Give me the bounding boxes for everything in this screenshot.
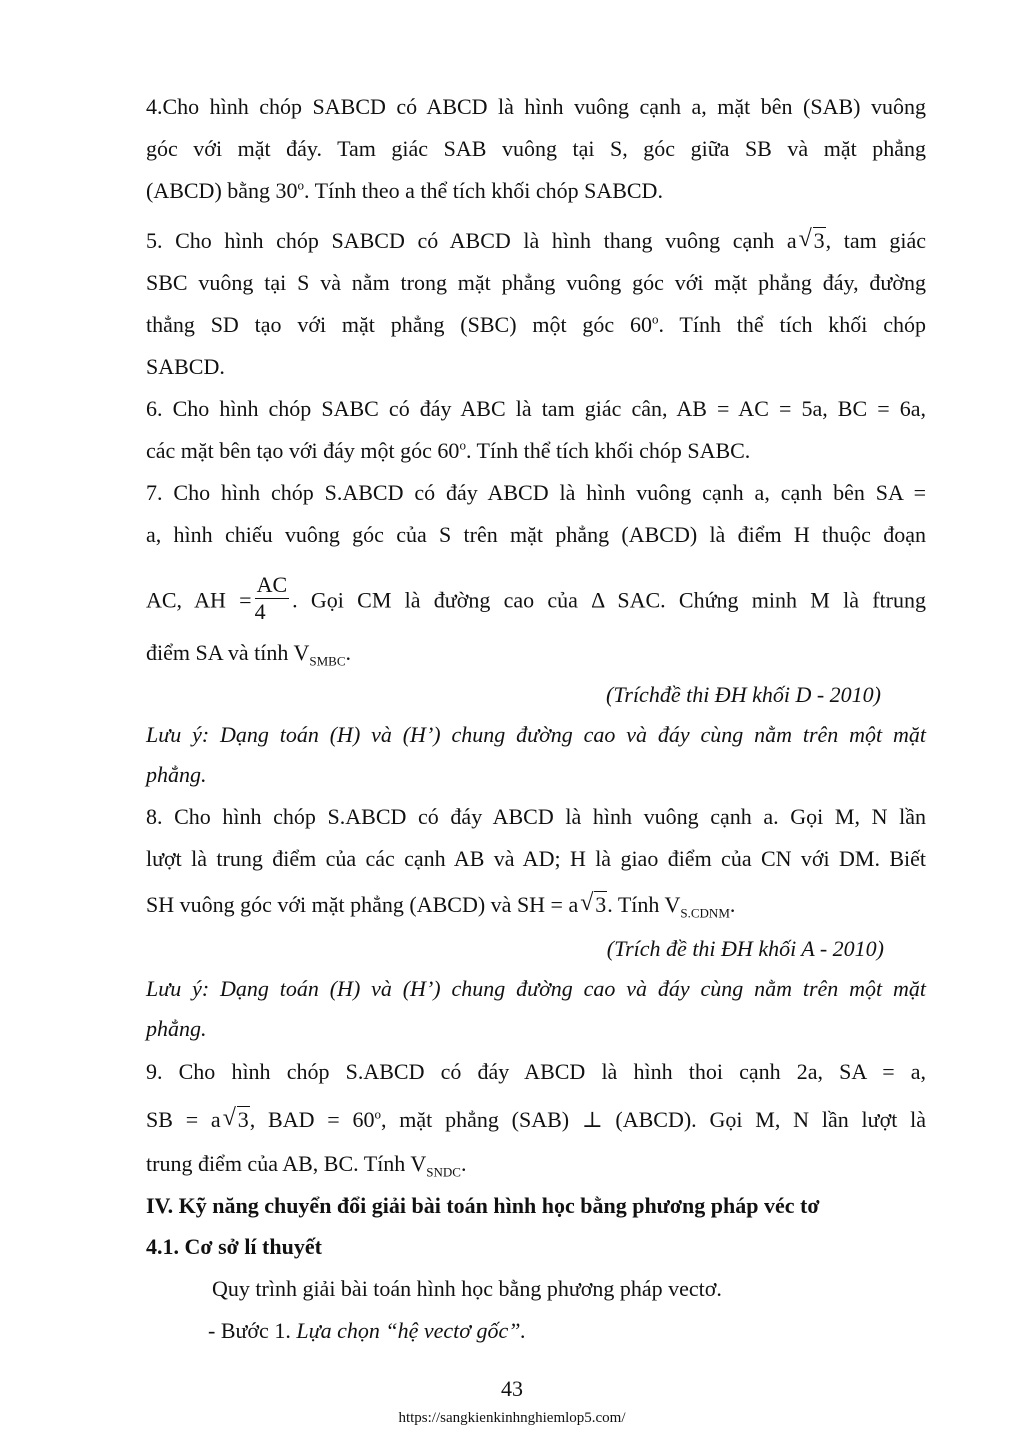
step-1: - Bước 1. Lựa chọn “hệ vectơ gốc”. [208,1318,526,1343]
fraction-ac-over-4: $\frac{AC}{4}$ [254,572,288,624]
problem-7-source: (Tríchđề thi ĐH khối D - 2010) [606,682,881,707]
problem-8-source: (Trích đề thi ĐH khối A - 2010) [606,936,884,961]
problem-4-line-1: 4.Cho hình chóp SABCD có ABCD là hình vuông cạnh a, mặt bên (SAB) vuông [146,94,926,119]
section-intro: Quy trình giải bài toán hình học bằng phương pháp vectơ. [212,1276,722,1301]
problem-9-line-1: 9. Cho hình chóp S.ABCD có đáy ABCD là hình thoi cạnh 2a, SA = a, [146,1059,926,1084]
problem-7-line-2: a, hình chiếu vuông góc của S trên mặt phẳng (ABCD) là điểm H thuộc đoạn [146,522,926,547]
problem-6-line-1: 6. Cho hình chóp SABC có đáy ABC là tam giác cân, AB = AC = 5a, BC = 6a, [146,396,926,421]
problem-6-line-2: các mặt bên tạo với đáy một góc 60$^o$. Tính thể tích khối chóp SABC. [146,437,751,463]
problem-7-line-3: AC, AH = $\frac{AC}{4}$ . Gọi CM là đường cao của Δ SAC. Chứng minh M là ftrung [146,572,926,624]
problem-4-line-2: góc với mặt đáy. Tam giác SAB vuông tại S, góc giữa SB và mặt phẳng [146,136,926,161]
problem-8-line-1: 8. Cho hình chóp S.ABCD có đáy ABCD là hình vuông cạnh a. Gọi M, N lần [146,804,926,829]
math-a-sqrt3: a √ 3 [786,226,825,253]
problem-7-note-line-2: phẳng. [146,762,207,787]
problem-8-line-2: lượt là trung điểm của các cạnh AB và AD; H là giao điểm của CN với DM. Biết [146,846,926,871]
footer-url[interactable]: https://sangkienkinhnghiemlop5.com/ [398,1410,626,1426]
problem-7-note-line-1: Lưu ý: Dạng toán (H) và (H’) chung đường cao và đáy cùng nằm trên một mặt [146,722,926,747]
problem-7-line-1: 7. Cho hình chóp S.ABCD có đáy ABCD là hình vuông cạnh a, cạnh bên SA = [146,480,926,505]
problem-8-note-line-1: Lưu ý: Dạng toán (H) và (H’) chung đường cao và đáy cùng nằm trên một mặt [146,976,926,1001]
problem-8-line-3: SH vuông góc với mặt phẳng (ABCD) và SH = a √ 3. Tính $V_{S.CDNM}$. [146,890,736,921]
triangle-sac: Δ SAC [591,587,661,613]
math-sb-a-sqrt3: SB = a √ 3 [146,1105,249,1132]
math-sh-a-sqrt3: SH = a √ 3 [516,890,607,917]
math-bad-angle: BAD = $60^o$ [268,1106,381,1132]
problem-8-note-line-2: phẳng. [146,1016,207,1041]
page-number: 43 [501,1376,523,1401]
problem-4-line-3: (ABCD) bằng 30$^o$. Tính theo a thể tích khối chóp SABCD. [146,177,663,203]
problem-5-line-1: 5. Cho hình chóp SABCD có ABCD là hình thang vuông cạnh a √ 3, tam giác [146,226,926,253]
section-heading: IV. Kỹ năng chuyển đổi giải bài toán hình học bằng phương pháp véc tơ [146,1193,820,1218]
subsection-heading: 4.1. Cơ sở lí thuyết [146,1234,322,1259]
math-ab-ac: AB = AC = 5a [676,396,823,421]
problem-5-line-2: SBC vuông tại S và nằm trong mặt phẳng vuông góc với mặt phẳng đáy, đường [146,270,926,295]
problem-5-line-3: thẳng SD tạo với mặt phẳng (SBC) một góc 60$^o$. Tính thể tích khối chóp [146,311,926,337]
problem-9-line-3: trung điểm của AB, BC. Tính $V_{SNDC}$. [146,1151,467,1180]
problem-9-line-2: SB = a √ 3, BAD = $60^o$, mặt phẳng (SAB) ⊥ (ABCD). Gọi M, N lần lượt là [146,1105,926,1132]
problem-7-line-4: điểm SA và tính $V_{SMBC}$. [146,640,352,669]
problem-5-line-4: SABCD. [146,354,225,379]
